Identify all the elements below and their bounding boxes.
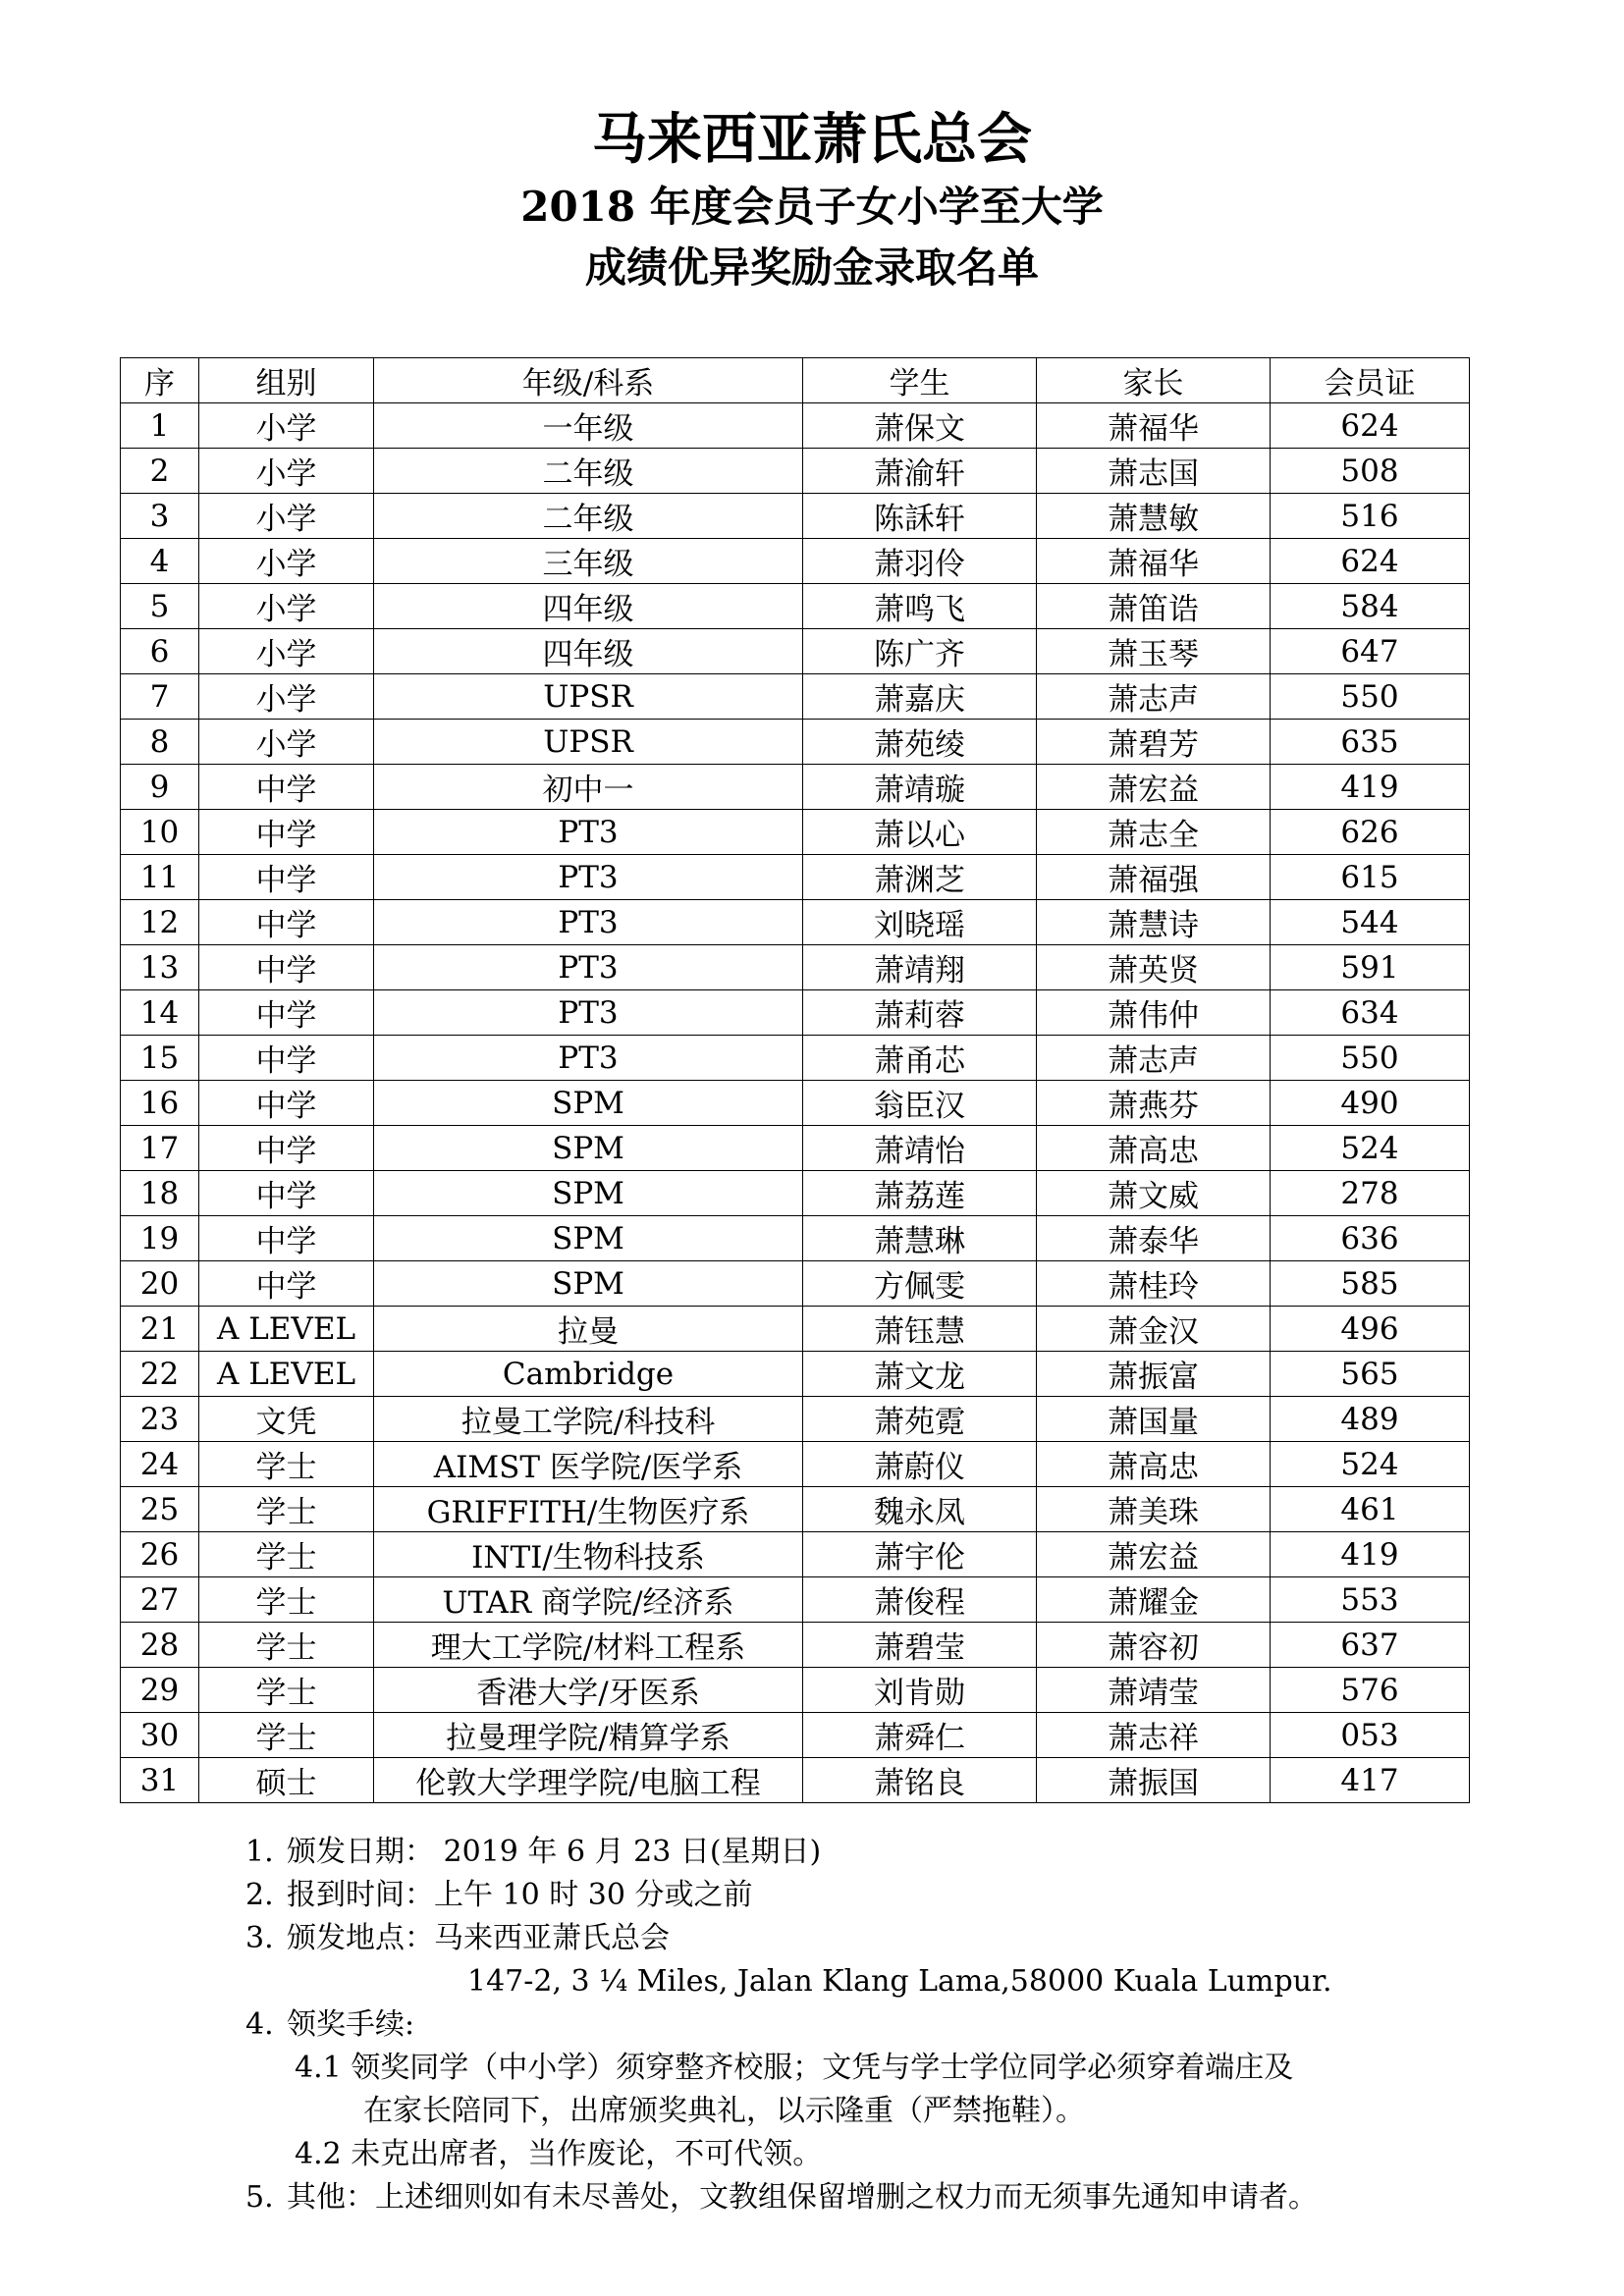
- cell-member-id: 544: [1271, 900, 1470, 945]
- cell-parent: 萧志全: [1037, 810, 1271, 855]
- cell-index: 4: [121, 539, 199, 584]
- cell-student: 刘晓瑶: [803, 900, 1037, 945]
- note-procedure-4-1: 4.1 领奖同学（中小学）须穿整齐校服；文凭与学士学位同学必须穿着端庄及: [295, 2051, 1294, 2085]
- cell-student: 萧甬芯: [803, 1036, 1037, 1081]
- note-venue-address: 147-2, 3 ¼ Miles, Jalan Klang Lama,58000 Kuala Lumpur.: [467, 1964, 1332, 1999]
- cell-parent: 萧容初: [1037, 1623, 1271, 1668]
- column-header-grade: 年级/科系: [374, 358, 803, 403]
- table-row: [121, 1126, 1470, 1171]
- cell-grade: 三年级: [374, 539, 803, 584]
- column-header-index: 序: [121, 358, 199, 403]
- cell-index: 21: [121, 1307, 199, 1352]
- cell-student: 萧靖翔: [803, 945, 1037, 990]
- cell-parent: 萧燕芬: [1037, 1081, 1271, 1126]
- cell-group: A LEVEL: [199, 1307, 374, 1352]
- cell-student: 萧舜仁: [803, 1713, 1037, 1758]
- cell-group: 小学: [199, 494, 374, 539]
- cell-student: 萧宇伦: [803, 1532, 1037, 1577]
- cell-student: 萧俊程: [803, 1577, 1037, 1623]
- cell-index: 20: [121, 1261, 199, 1307]
- table-row: [121, 1758, 1470, 1803]
- cell-member-id: 461: [1271, 1487, 1470, 1532]
- cell-member-id: 584: [1271, 584, 1470, 629]
- cell-grade: SPM: [374, 1081, 803, 1126]
- cell-index: 17: [121, 1126, 199, 1171]
- cell-group: 中学: [199, 900, 374, 945]
- cell-group: 学士: [199, 1713, 374, 1758]
- table-row: [121, 1036, 1470, 1081]
- table-row: [121, 449, 1470, 494]
- table-row: [121, 1713, 1470, 1758]
- cell-student: 萧靖怡: [803, 1126, 1037, 1171]
- cell-member-id: 417: [1271, 1758, 1470, 1803]
- cell-index: 25: [121, 1487, 199, 1532]
- note-other: [245, 2176, 1332, 2219]
- cell-grade: SPM: [374, 1171, 803, 1216]
- cell-student: 萧苑霓: [803, 1397, 1037, 1442]
- cell-student: 方佩雯: [803, 1261, 1037, 1307]
- table-row: [121, 584, 1470, 629]
- cell-member-id: 624: [1271, 539, 1470, 584]
- cell-student: 萧莉蓉: [803, 990, 1037, 1036]
- cell-grade: 二年级: [374, 494, 803, 539]
- table-row: [121, 1532, 1470, 1577]
- cell-index: 5: [121, 584, 199, 629]
- table-row: [121, 674, 1470, 720]
- cell-grade: SPM: [374, 1261, 803, 1307]
- cell-parent: 萧福强: [1037, 855, 1271, 900]
- cell-parent: 萧福华: [1037, 539, 1271, 584]
- cell-student: 萧荔莲: [803, 1171, 1037, 1216]
- cell-member-id: 636: [1271, 1216, 1470, 1261]
- cell-grade: INTI/生物科技系: [374, 1532, 803, 1577]
- cell-student: 魏永凤: [803, 1487, 1037, 1532]
- cell-parent: 萧伟仲: [1037, 990, 1271, 1036]
- cell-parent: 萧慧诗: [1037, 900, 1271, 945]
- table-row: [121, 1216, 1470, 1261]
- cell-student: 萧靖璇: [803, 765, 1037, 810]
- table-row: [121, 990, 1470, 1036]
- table-header-row: [121, 358, 1470, 403]
- cell-grade: 四年级: [374, 584, 803, 629]
- cell-index: 24: [121, 1442, 199, 1487]
- cell-index: 27: [121, 1577, 199, 1623]
- cell-group: 小学: [199, 629, 374, 674]
- cell-group: 小学: [199, 674, 374, 720]
- cell-student: 陈广齐: [803, 629, 1037, 674]
- cell-member-id: 635: [1271, 720, 1470, 765]
- cell-group: 学士: [199, 1442, 374, 1487]
- note-award-date: [245, 1831, 1332, 1874]
- cell-member-id: 524: [1271, 1126, 1470, 1171]
- cell-parent: 萧宏益: [1037, 1532, 1271, 1577]
- cell-grade: PT3: [374, 900, 803, 945]
- cell-student: 萧嘉庆: [803, 674, 1037, 720]
- cell-grade: SPM: [374, 1216, 803, 1261]
- cell-student: 萧渊芝: [803, 855, 1037, 900]
- cell-student: 萧碧莹: [803, 1623, 1037, 1668]
- cell-index: 2: [121, 449, 199, 494]
- cell-parent: 萧高忠: [1037, 1442, 1271, 1487]
- cell-parent: 萧笛诰: [1037, 584, 1271, 629]
- cell-grade: 香港大学/牙医系: [374, 1668, 803, 1713]
- table-row: [121, 1352, 1470, 1397]
- cell-group: 学士: [199, 1668, 374, 1713]
- cell-student: 刘肯勋: [803, 1668, 1037, 1713]
- cell-student: 萧钰慧: [803, 1307, 1037, 1352]
- cell-parent: 萧靖莹: [1037, 1668, 1271, 1713]
- cell-group: 文凭: [199, 1397, 374, 1442]
- cell-grade: GRIFFITH/生物医疗系: [374, 1487, 803, 1532]
- table-body: [121, 403, 1470, 1803]
- cell-index: 1: [121, 403, 199, 449]
- award-list-table: [120, 357, 1470, 1803]
- cell-member-id: 626: [1271, 810, 1470, 855]
- cell-index: 30: [121, 1713, 199, 1758]
- column-header-student: 学生: [803, 358, 1037, 403]
- cell-group: 学士: [199, 1532, 374, 1577]
- table-row: [121, 810, 1470, 855]
- cell-group: 中学: [199, 1216, 374, 1261]
- note-number: 3.: [245, 1921, 274, 1955]
- cell-student: 萧保文: [803, 403, 1037, 449]
- cell-grade: UPSR: [374, 674, 803, 720]
- cell-student: 翁臣汉: [803, 1081, 1037, 1126]
- column-header-group: 组别: [199, 358, 374, 403]
- cell-parent: 萧福华: [1037, 403, 1271, 449]
- note-procedure-4-1-cont: 在家长陪同下，出席颁奖典礼，以示隆重（严禁拖鞋）。: [363, 2094, 1085, 2128]
- cell-parent: 萧桂玲: [1037, 1261, 1271, 1307]
- cell-index: 18: [121, 1171, 199, 1216]
- cell-index: 10: [121, 810, 199, 855]
- cell-index: 9: [121, 765, 199, 810]
- cell-member-id: 524: [1271, 1442, 1470, 1487]
- cell-grade: AIMST 医学院/医学系: [374, 1442, 803, 1487]
- note-text: 其他：上述细则如有未尽善处，文教组保留增删之权力而无须事先通知申请者。: [287, 2180, 1318, 2215]
- cell-member-id: 053: [1271, 1713, 1470, 1758]
- cell-member-id: 516: [1271, 494, 1470, 539]
- cell-parent: 萧志声: [1037, 674, 1271, 720]
- table-row: [121, 539, 1470, 584]
- cell-parent: 萧泰华: [1037, 1216, 1271, 1261]
- cell-member-id: 637: [1271, 1623, 1470, 1668]
- cell-index: 19: [121, 1216, 199, 1261]
- cell-member-id: 615: [1271, 855, 1470, 900]
- cell-group: 中学: [199, 990, 374, 1036]
- cell-member-id: 508: [1271, 449, 1470, 494]
- cell-member-id: 496: [1271, 1307, 1470, 1352]
- cell-grade: Cambridge: [374, 1352, 803, 1397]
- cell-index: 26: [121, 1532, 199, 1577]
- cell-parent: 萧金汉: [1037, 1307, 1271, 1352]
- cell-grade: PT3: [374, 810, 803, 855]
- cell-group: 小学: [199, 584, 374, 629]
- cell-member-id: 624: [1271, 403, 1470, 449]
- cell-index: 23: [121, 1397, 199, 1442]
- cell-index: 15: [121, 1036, 199, 1081]
- table-row: [121, 945, 1470, 990]
- cell-group: 小学: [199, 539, 374, 584]
- table-row: [121, 1081, 1470, 1126]
- cell-group: 中学: [199, 855, 374, 900]
- cell-grade: 拉曼工学院/科技科: [374, 1397, 803, 1442]
- table-row: [121, 1397, 1470, 1442]
- cell-grade: UPSR: [374, 720, 803, 765]
- cell-group: 中学: [199, 810, 374, 855]
- org-title: 马来西亚萧氏总会: [592, 107, 1032, 172]
- cell-index: 8: [121, 720, 199, 765]
- cell-parent: 萧英贤: [1037, 945, 1271, 990]
- cell-student: 萧文龙: [803, 1352, 1037, 1397]
- cell-index: 16: [121, 1081, 199, 1126]
- cell-member-id: 647: [1271, 629, 1470, 674]
- cell-group: 中学: [199, 1171, 374, 1216]
- cell-parent: 萧高忠: [1037, 1126, 1271, 1171]
- note-number: 1.: [245, 1835, 274, 1869]
- notes-section: [245, 1831, 1332, 2219]
- cell-index: 22: [121, 1352, 199, 1397]
- cell-group: 中学: [199, 1081, 374, 1126]
- cell-student: 萧铭良: [803, 1758, 1037, 1803]
- table-row: [121, 1577, 1470, 1623]
- cell-group: 中学: [199, 1036, 374, 1081]
- cell-index: 6: [121, 629, 199, 674]
- cell-group: 硕士: [199, 1758, 374, 1803]
- cell-index: 28: [121, 1623, 199, 1668]
- cell-grade: 理大工学院/材料工程系: [374, 1623, 803, 1668]
- table-row: [121, 900, 1470, 945]
- cell-group: 小学: [199, 403, 374, 449]
- cell-group: 学士: [199, 1577, 374, 1623]
- cell-grade: PT3: [374, 990, 803, 1036]
- cell-member-id: 591: [1271, 945, 1470, 990]
- table-row: [121, 720, 1470, 765]
- cell-index: 31: [121, 1758, 199, 1803]
- cell-group: 中学: [199, 945, 374, 990]
- cell-member-id: 565: [1271, 1352, 1470, 1397]
- cell-member-id: 634: [1271, 990, 1470, 1036]
- cell-group: 学士: [199, 1623, 374, 1668]
- cell-group: 小学: [199, 720, 374, 765]
- cell-parent: 萧耀金: [1037, 1577, 1271, 1623]
- table-row: [121, 1623, 1470, 1668]
- cell-grade: UTAR 商学院/经济系: [374, 1577, 803, 1623]
- cell-group: 中学: [199, 765, 374, 810]
- cell-student: 陈訸轩: [803, 494, 1037, 539]
- cell-parent: 萧宏益: [1037, 765, 1271, 810]
- table-row: [121, 1668, 1470, 1713]
- table-row: [121, 1442, 1470, 1487]
- cell-member-id: 419: [1271, 1532, 1470, 1577]
- cell-student: 萧苑绫: [803, 720, 1037, 765]
- cell-member-id: 550: [1271, 1036, 1470, 1081]
- cell-member-id: 576: [1271, 1668, 1470, 1713]
- cell-parent: 萧振富: [1037, 1352, 1271, 1397]
- table-row: [121, 1261, 1470, 1307]
- cell-grade: PT3: [374, 855, 803, 900]
- cell-group: 学士: [199, 1487, 374, 1532]
- table-row: [121, 494, 1470, 539]
- cell-student: 萧鸣飞: [803, 584, 1037, 629]
- cell-parent: 萧志声: [1037, 1036, 1271, 1081]
- cell-grade: 拉曼: [374, 1307, 803, 1352]
- cell-index: 14: [121, 990, 199, 1036]
- note-procedure: [245, 2003, 1332, 2047]
- cell-grade: 拉曼理学院/精算学系: [374, 1713, 803, 1758]
- document-subtitle-1: 2018 年度会员子女小学至大学: [520, 183, 1104, 231]
- cell-parent: 萧志祥: [1037, 1713, 1271, 1758]
- note-text: 颁发日期： 2019 年 6 月 23 日(星期日): [287, 1835, 822, 1869]
- cell-index: 11: [121, 855, 199, 900]
- cell-member-id: 278: [1271, 1171, 1470, 1216]
- cell-student: 萧以心: [803, 810, 1037, 855]
- cell-parent: 萧玉琴: [1037, 629, 1271, 674]
- cell-index: 7: [121, 674, 199, 720]
- cell-index: 3: [121, 494, 199, 539]
- note-procedure-4-2: 4.2 未克出席者，当作废论，不可代领。: [295, 2137, 823, 2171]
- table-row: [121, 765, 1470, 810]
- cell-grade: 四年级: [374, 629, 803, 674]
- cell-parent: 萧文威: [1037, 1171, 1271, 1216]
- cell-parent: 萧美珠: [1037, 1487, 1271, 1532]
- note-text: 报到时间：上午 10 时 30 分或之前: [287, 1878, 753, 1912]
- cell-index: 13: [121, 945, 199, 990]
- table-row: [121, 403, 1470, 449]
- note-number: 5.: [245, 2180, 274, 2215]
- cell-parent: 萧碧芳: [1037, 720, 1271, 765]
- cell-student: 萧慧琳: [803, 1216, 1037, 1261]
- cell-group: 中学: [199, 1261, 374, 1307]
- cell-index: 12: [121, 900, 199, 945]
- table-row: [121, 1171, 1470, 1216]
- note-text: 领奖手续:: [287, 2007, 415, 2042]
- table-row: [121, 855, 1470, 900]
- cell-group: 小学: [199, 449, 374, 494]
- cell-student: 萧渝轩: [803, 449, 1037, 494]
- cell-parent: 萧国量: [1037, 1397, 1271, 1442]
- cell-grade: 二年级: [374, 449, 803, 494]
- cell-member-id: 419: [1271, 765, 1470, 810]
- cell-parent: 萧慧敏: [1037, 494, 1271, 539]
- cell-grade: 初中一: [374, 765, 803, 810]
- cell-grade: SPM: [374, 1126, 803, 1171]
- cell-parent: 萧志国: [1037, 449, 1271, 494]
- cell-member-id: 489: [1271, 1397, 1470, 1442]
- cell-member-id: 553: [1271, 1577, 1470, 1623]
- cell-member-id: 550: [1271, 674, 1470, 720]
- note-report-time: [245, 1874, 1332, 1917]
- note-text: 颁发地点：马来西亚萧氏总会: [287, 1921, 670, 1955]
- cell-grade: 伦敦大学理学院/电脑工程: [374, 1758, 803, 1803]
- cell-student: 萧蔚仪: [803, 1442, 1037, 1487]
- table-row: [121, 1487, 1470, 1532]
- cell-grade: PT3: [374, 1036, 803, 1081]
- cell-group: A LEVEL: [199, 1352, 374, 1397]
- cell-parent: 萧振国: [1037, 1758, 1271, 1803]
- table-row: [121, 629, 1470, 674]
- cell-group: 中学: [199, 1126, 374, 1171]
- note-number: 2.: [245, 1878, 274, 1912]
- column-header-parent: 家长: [1037, 358, 1271, 403]
- cell-student: 萧羽伶: [803, 539, 1037, 584]
- cell-index: 29: [121, 1668, 199, 1713]
- cell-grade: 一年级: [374, 403, 803, 449]
- cell-member-id: 585: [1271, 1261, 1470, 1307]
- cell-member-id: 490: [1271, 1081, 1470, 1126]
- note-number: 4.: [245, 2007, 274, 2042]
- table-row: [121, 1307, 1470, 1352]
- cell-grade: PT3: [374, 945, 803, 990]
- column-header-member-id: 会员证: [1271, 358, 1470, 403]
- document-subtitle-2: 成绩优异奖励金录取名单: [584, 243, 1039, 292]
- note-venue: [245, 1917, 1332, 1960]
